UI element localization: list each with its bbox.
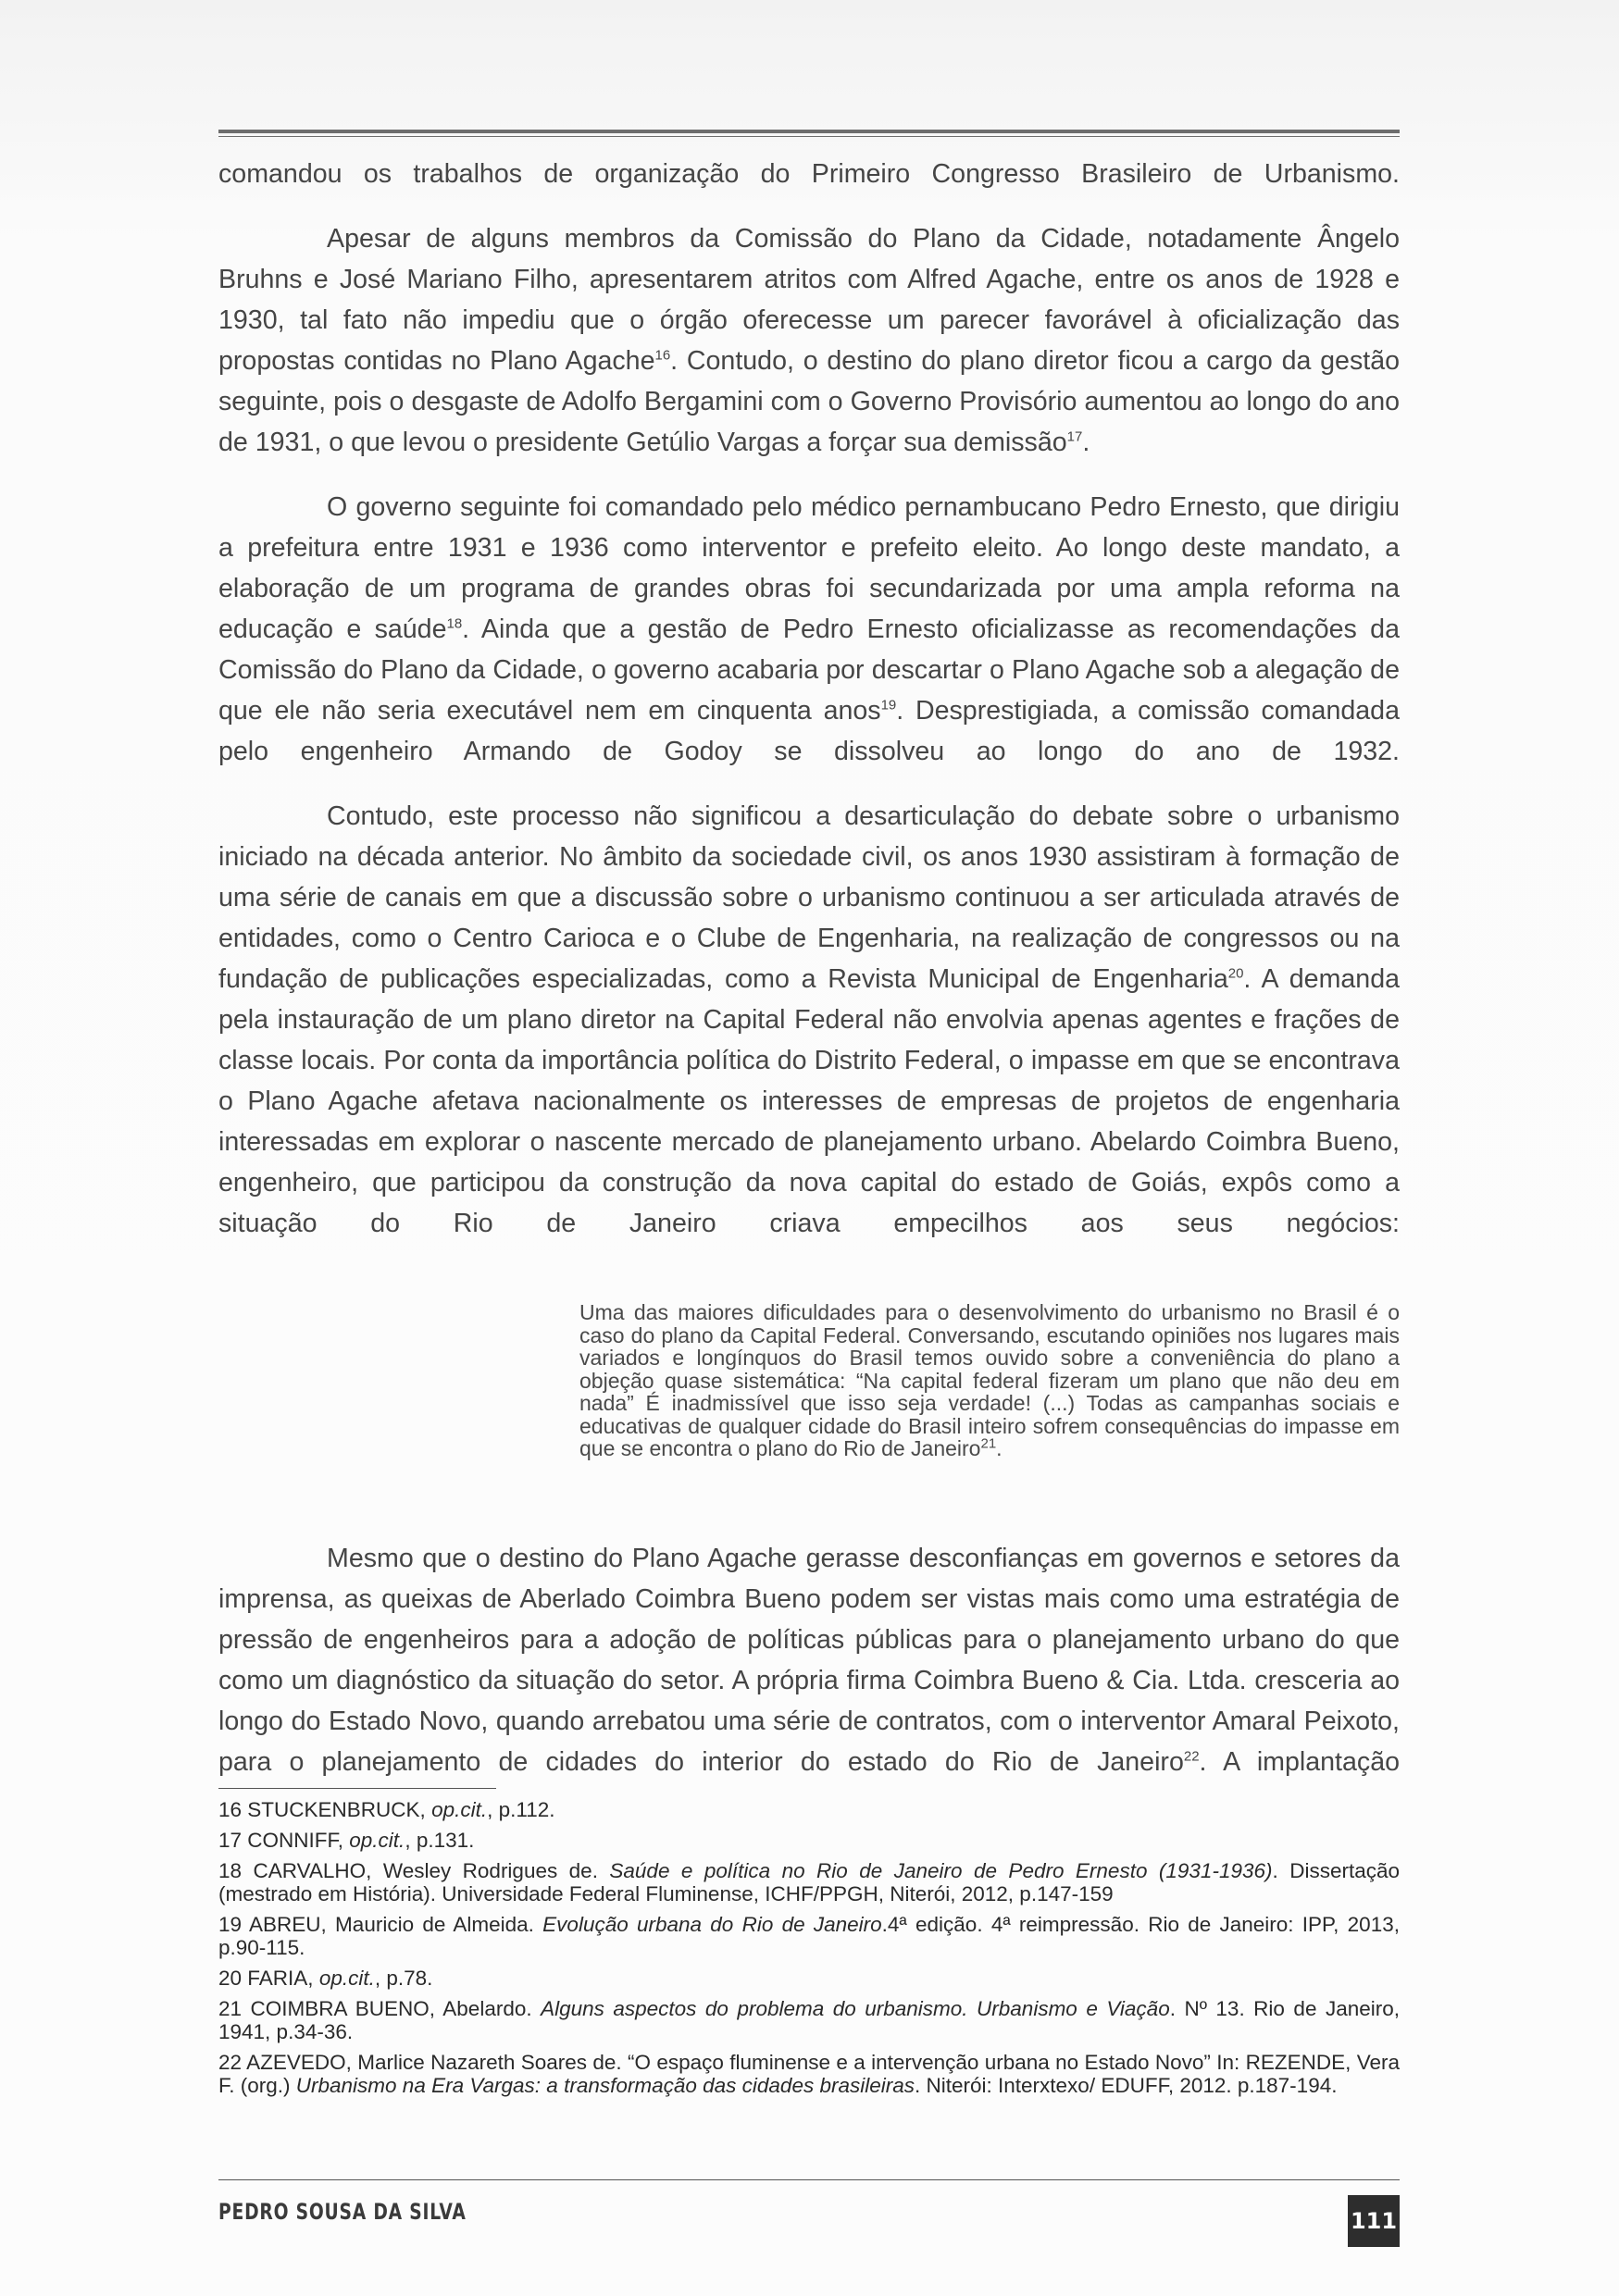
footnote-separator [218, 1788, 496, 1789]
footnote-ref-18[interactable]: 18 [446, 615, 463, 632]
paragraph-3: Contudo, este processo não significou a desarticulação do debate sobre o urbanismo iniciado na década anterior. No âmbito da sociedade civil, os anos 1930 assistiram à formação de uma série de canais em que a discussão sobre o urbanismo continuou a ser articulada através de entidades, como o Centro Carioca e o Clube de Engenharia, na realização de congressos ou na fundação de publicações especializadas, como a Revista Municipal de Engenharia$^{20}$. A demanda pela instauração de um plano diretor na Capital Federal não envolvia apenas agentes e frações de classe locais. Por conta da importância política do Distrito Federal, o impasse em que se encontrava o Plano Agache afetava nacionalmente os interesses de empresas de projetos de engenharia interessadas em explorar o nascente mercado de planejamento urbano. Abelardo Coimbra Bueno, engenheiro, que participou da construção da nova capital do estado de Goiás, expôs como a situação do Rio de Janeiro criava empecilhos aos seus negócios: [218, 801, 1401, 1238]
paragraph-1: Apesar de alguns membros da Comissão do Plano da Cidade, notadamente Ângelo Bruhns e José Mariano Filho, apresentarem atritos com Alfred Agache, entre os anos de 1928 e 1930, tal fato não impediu que o órgão oferecesse um parecer favorável à oficialização das propostas contidas no Plano Agache$^{16}$. Contudo, o destino do plano diretor ficou a cargo da gestão seguinte, pois o desgaste de Adolfo Bergamini com o Governo Provisório aumentou ao longo do ano de 1931, o que levou o presidente Getúlio Vargas a forçar sua demissão$^{17}$. [218, 224, 1400, 457]
footnote-16: 16 STUCKENBRUCK, op.cit., p.112. [218, 1797, 555, 1821]
footnote-18: 18 CARVALHO, Wesley Rodrigues de. Saúde e política no Rio de Janeiro de Pedro Ernesto (1931-1936). Dissertação (mestrado em História). Universidade Federal Fluminense, ICHF/PPGH, Niterói, 2012, p.147-159 [218, 1858, 1400, 1905]
footnotes [218, 1798, 1400, 2097]
page-footer [218, 2179, 1400, 2243]
footnote-ref-21[interactable]: 21 [980, 1435, 997, 1452]
footnote-19: 19 ABREU, Mauricio de Almeida. Evolução urbana do Rio de Janeiro.4ª edição. 4ª reimpressão. Rio de Janeiro: IPP, 2013, p.90-115. [218, 1912, 1400, 1959]
author-name: PEDRO SOUSA DA SILVA [218, 2199, 467, 2225]
footnote-22: 22 AZEVEDO, Marlice Nazareth Soares de. “O espaço fluminense e a intervenção urbana no Estado Novo” In: REZENDE, Vera F. (org.) Urbanismo na Era Vargas: a transformação das cidades brasileiras. Niterói: Interxtexo/ EDUFF, 2012. p.187-194. [218, 2050, 1400, 2097]
footnote-20: 20 FARIA, op.cit., p.78. [218, 1966, 433, 1990]
paragraph-2: O governo seguinte foi comandado pelo médico pernambucano Pedro Ernesto, que dirigiu a prefeitura entre 1931 e 1936 como interventor e prefeito eleito. Ao longo deste mandato, a elaboração de um programa de grandes obras foi secundarizada por uma ampla reforma na educação e saúde$^{18}$. Ainda que a gestão de Pedro Ernesto oficializasse as recomendações da Comissão do Plano da Cidade, o governo acabaria por descartar o Plano Agache sob a alegação de que ele não seria executável nem em cinquenta anos$^{19}$. Desprestigiada, a comissão comandada pelo engenheiro Armando de Godoy se dissolveu ao longo do ano de 1932. [218, 492, 1400, 766]
footnote-17: 17 CONNIFF, op.cit., p.131. [218, 1828, 475, 1852]
header-rule [218, 130, 1400, 137]
block-quote: Uma das maiores dificuldades para o desenvolvimento do urbanismo no Brasil é o caso do plano da Capital Federal. Conversando, escutando opiniões nos lugares mais variados e longínquos do Brasil temos ouvido sobre a conveniência do plano a objeção quase sistemática: “Na capital federal fizeram um plano que não deu em nada” É inadmissível que isso seja verdade! (...) Todas as campanhas sociais e educativas de qualquer cidade do Brasil inteiro sofrem consequências do impasse em que se encontra o plano do Rio de Janeiro$^{21}$. [579, 1300, 1400, 1460]
footnote-ref-20[interactable]: 20 [1227, 965, 1244, 982]
footnote-ref-22[interactable]: 22 [1183, 1747, 1200, 1764]
paragraph-4: Mesmo que o destino do Plano Agache gerasse desconfianças em governos e setores da imprensa, as queixas de Aberlado Coimbra Bueno podem ser vistas mais como uma estratégia de pressão de engenheiros para a adoção de políticas públicas para o planejamento urbano do que como um diagnóstico da situação do setor. A própria firma Coimbra Bueno & Cia. Ltda. cresceria ao longo do Estado Novo, quando arrebatou uma série de contratos, com o interventor Amaral Peixoto, para o planejamento de cidades do interior do estado do Rio de Janeiro$^{22}$. A implantação [218, 1543, 1401, 1777]
footnote-ref-19[interactable]: 19 [880, 697, 897, 714]
footnote-21: 21 COIMBRA BUENO, Abelardo. Alguns aspectos do problema do urbanismo. Urbanismo e Viação. Nº 13. Rio de Janeiro, 1941, p.34-36. [218, 1996, 1400, 2043]
page-content [218, 130, 1400, 2104]
page-number: 111 [1348, 2195, 1400, 2247]
footnote-ref-17[interactable]: 17 [1066, 428, 1083, 445]
body-text [218, 154, 1400, 1782]
footnote-ref-16[interactable]: 16 [654, 347, 671, 364]
paragraph-0: comandou os trabalhos de organização do Primeiro Congresso Brasileiro de Urbanismo. [218, 159, 1400, 189]
